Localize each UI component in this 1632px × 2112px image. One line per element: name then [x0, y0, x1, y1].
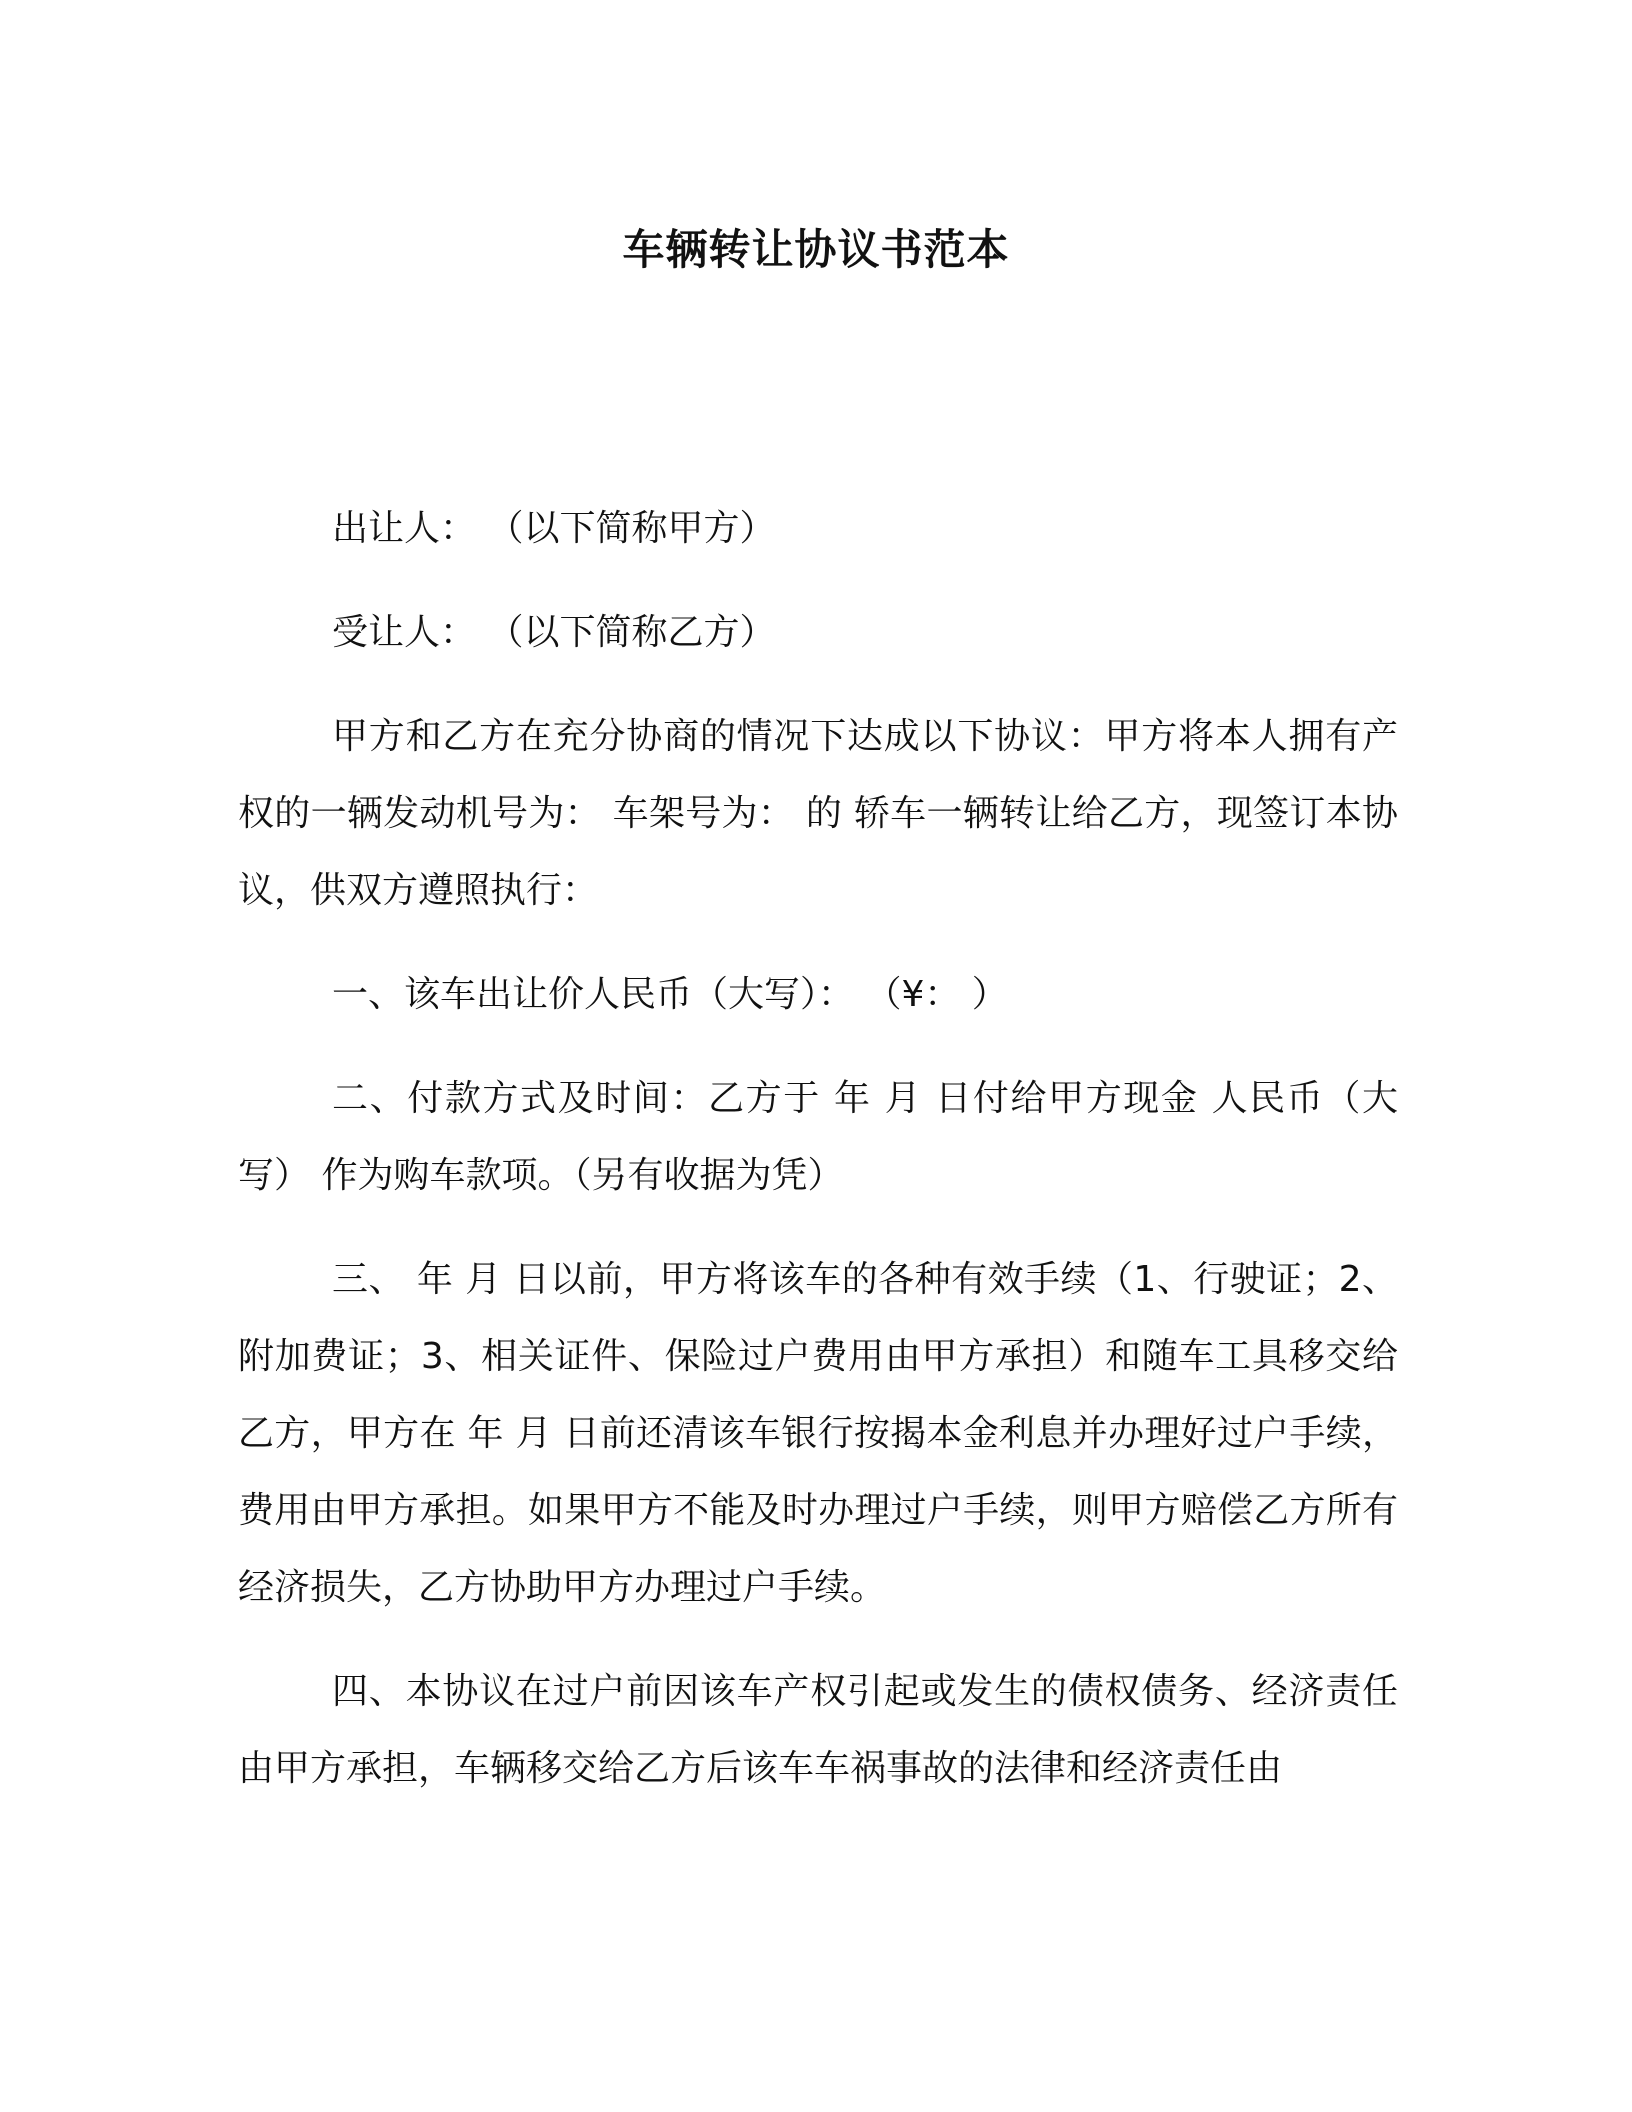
- paragraph-transferor: 出让人： （以下简称甲方）: [332, 508, 776, 549]
- paragraph-clause-2: 二、付款方式及时间：乙方于 年 月 日付给甲方现金 人民币（大写） 作为购车款项。（另有收据为凭）: [238, 1078, 1398, 1196]
- paragraph-clause-4: 四、本协议在过户前因该车产权引起或发生的债权债务、经济责任由甲方承担，车辆移交给乙方后该车车祸事故的法律和经济责任由: [238, 1671, 1398, 1789]
- paragraph-transferee: 受让人： （以下简称乙方）: [332, 612, 776, 653]
- paragraph-clause-1: 一、该车出让价人民币（大写）： （¥： ）: [332, 974, 1008, 1015]
- document-title: 车辆转让协议书范本: [622, 225, 1010, 274]
- paragraph-agreement-intro: 甲方和乙方在充分协商的情况下达成以下协议：甲方将本人拥有产权的一辆发动机号为： 车架号为： 的 轿车一辆转让给乙方，现签订本协议，供双方遵照执行：: [238, 716, 1398, 911]
- document-body: [238, 490, 1398, 1834]
- paragraph-clause-3: 三、 年 月 日以前，甲方将该车的各种有效手续（1、行驶证；2、附加费证；3、相关证件、保险过户费用由甲方承担）和随车工具移交给乙方，甲方在 年 月 日前还清该车银行按揭本金利息并办理好过户手续，费用由甲方承担。如果甲方不能及时办理过户手续，则甲方赔偿乙方所有经济损失，乙方协助甲方办理过户手续。: [238, 1259, 1398, 1608]
